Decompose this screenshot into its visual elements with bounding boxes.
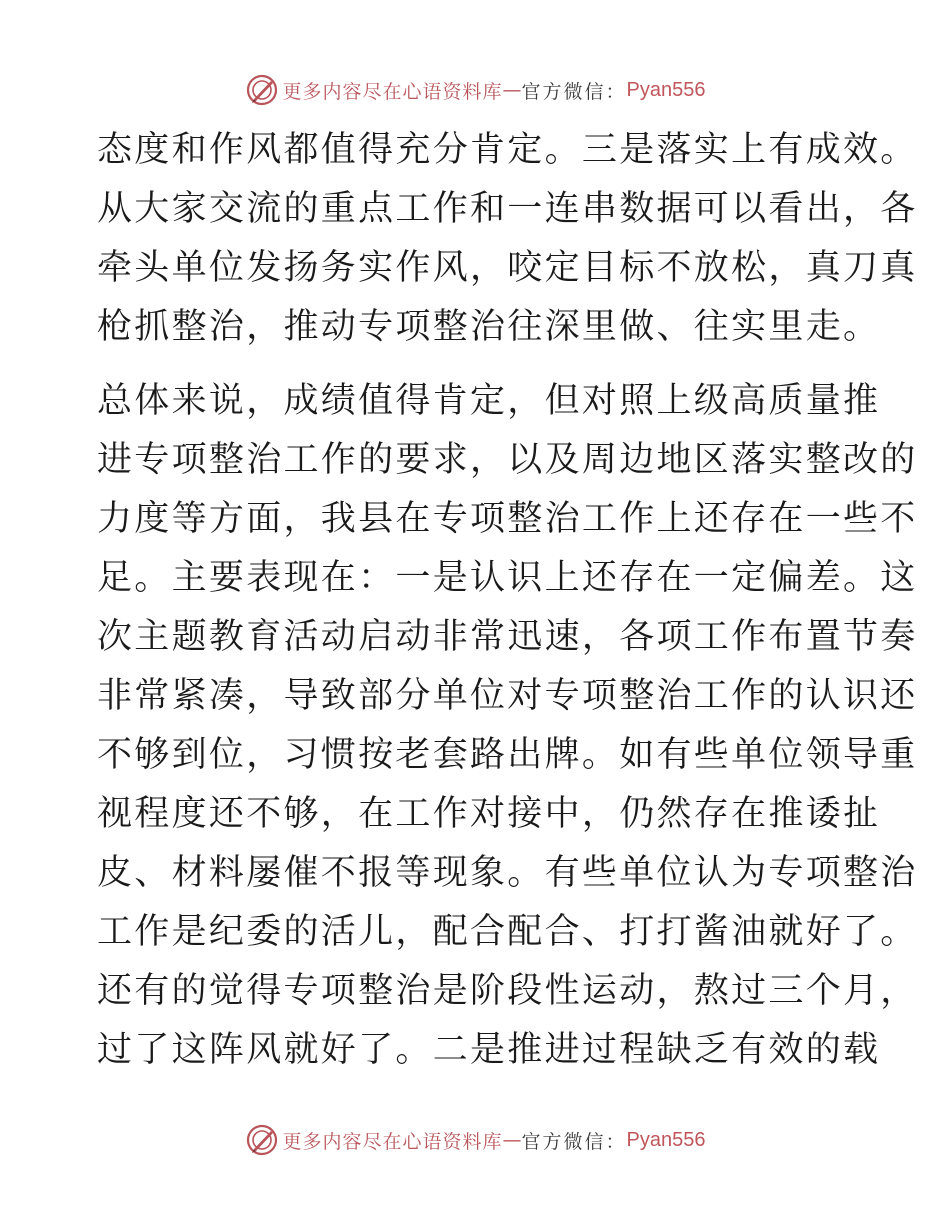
banner-wechat-label: 官方微信： bbox=[521, 80, 627, 103]
footer-banner bbox=[0, 1120, 950, 1160]
banner-separator: — bbox=[502, 1129, 522, 1151]
banner-wechat-id: Pyan556 bbox=[626, 78, 706, 101]
banner-slogan: 更多内容尽在心语资料库 bbox=[282, 80, 503, 103]
logo-icon bbox=[245, 1123, 279, 1157]
text-line: 视程度还不够，在工作对接中，仍然存在推诿扯 bbox=[97, 794, 881, 834]
text-line: 过了这阵风就好了。二是推进过程缺乏有效的载 bbox=[97, 1030, 881, 1070]
document-body bbox=[97, 121, 918, 1080]
paragraph-2 bbox=[97, 372, 918, 1080]
logo-icon bbox=[245, 73, 279, 107]
text-line: 还有的觉得专项整治是阶段性运动，熬过三个月， bbox=[97, 971, 918, 1011]
text-line: 不够到位，习惯按老套路出牌。如有些单位领导重 bbox=[97, 735, 918, 775]
banner-slogan: 更多内容尽在心语资料库 bbox=[282, 1130, 503, 1153]
text-line: 皮、材料屡催不报等现象。有些单位认为专项整治 bbox=[97, 853, 918, 893]
banner-wechat-label: 官方微信： bbox=[521, 1130, 627, 1153]
header-banner bbox=[0, 70, 950, 110]
text-line: 工作是纪委的活儿，配合配合、打打酱油就好了。 bbox=[97, 912, 918, 952]
text-line: 态度和作风都值得充分肯定。三是落实上有成效。 bbox=[97, 130, 918, 170]
text-line: 力度等方面，我县在专项整治工作上还存在一些不 bbox=[97, 499, 918, 539]
paragraph-1 bbox=[97, 121, 918, 357]
text-line: 进专项整治工作的要求，以及周边地区落实整改的 bbox=[97, 440, 918, 480]
text-line: 总体来说，成绩值得肯定，但对照上级高质量推 bbox=[97, 381, 881, 421]
text-line: 次主题教育活动启动非常迅速，各项工作布置节奏 bbox=[97, 617, 918, 657]
banner-wechat-id: Pyan556 bbox=[626, 1128, 706, 1151]
banner-separator: — bbox=[502, 79, 522, 101]
text-line: 足。主要表现在：一是认识上还存在一定偏差。这 bbox=[97, 558, 918, 598]
text-line: 从大家交流的重点工作和一连串数据可以看出，各 bbox=[97, 189, 918, 229]
text-line: 牵头单位发扬务实作风，咬定目标不放松，真刀真 bbox=[97, 248, 918, 288]
text-line: 枪抓整治，推动专项整治往深里做、往实里走。 bbox=[97, 307, 881, 347]
text-line: 非常紧凑，导致部分单位对专项整治工作的认识还 bbox=[97, 676, 918, 716]
